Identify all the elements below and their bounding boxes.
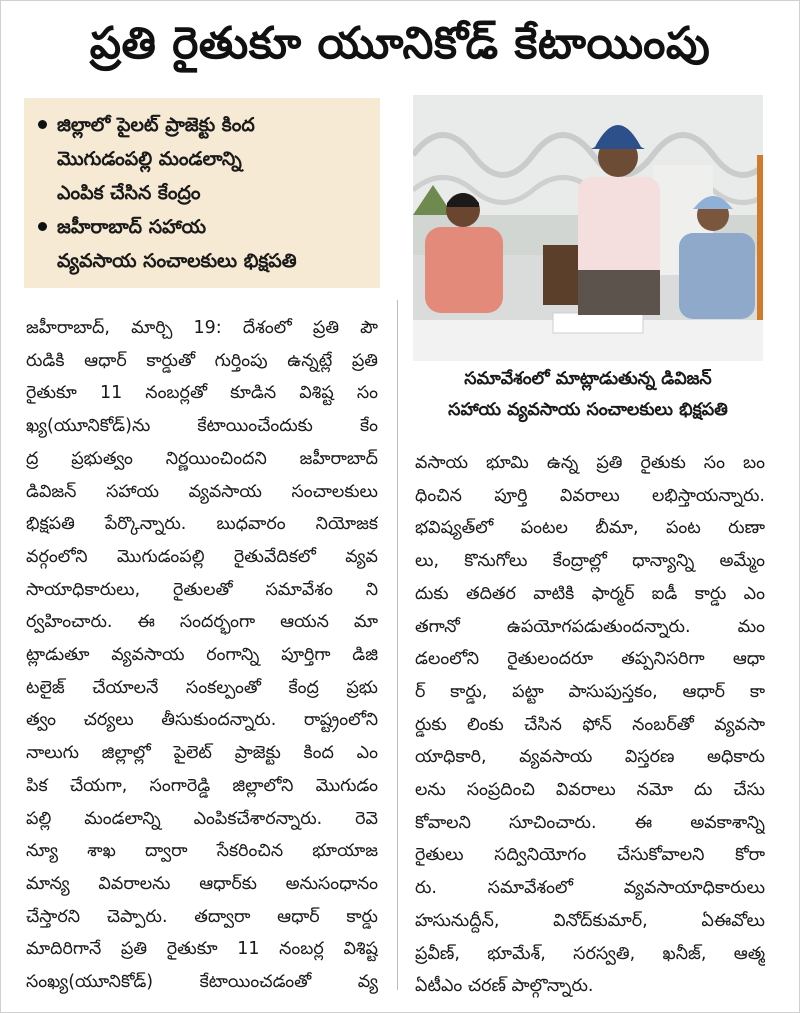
news-photo [413, 95, 763, 361]
body-line: ప్రవీణ్, భూమేశ్, సరస్వతి, ఖనీజ్, ఆత్మ [415, 943, 765, 964]
body-line: పిక చేయగా, సంగారెడ్డి జిల్లాలోని మొగుడం [26, 775, 378, 796]
body-line: హసునుద్దీన్, వినోద్‌కుమార్, ఏఈవోలు [415, 910, 765, 931]
headline: ప్రతి రైతుకూ యూనికోడ్ కేటాయింపు [89, 18, 711, 69]
body-line: జహీరాబాద్, మార్చి 19: దేశంలో ప్రతి పౌ [26, 318, 378, 338]
body-line: నాలుగు జిల్లాల్లో పైలెట్ ప్రాజెక్టు కింద ఎం [26, 743, 378, 764]
body-line: ర్వహించారు. ఈ సందర్భంగా ఆయన మా [26, 612, 378, 633]
body-line: డివిజన్ సహాయ వ్యవసాయ సంచాలకులు [26, 481, 378, 502]
body-line: పల్లి మండలాన్ని ఎంపికచేశారన్నారు. రెవె [26, 808, 378, 829]
highlights-box [24, 98, 380, 288]
body-line: డలంలోని రైతులందరూ తప్పనిసరిగా ఆధా [415, 649, 765, 670]
body-line: ధించిన పూర్తి వివరాలు లభిస్తాయన్నారు. [415, 485, 765, 506]
body-line: సాయాధికారులు, రైతులతో సమావేశం ని [26, 579, 378, 600]
caption-line: సహాయ వ్యవసాయ సంచాలకులు భిక్షపతి [448, 400, 728, 420]
photo-illustration [413, 95, 763, 361]
highlight-text [57, 210, 370, 278]
body-line: రైతుకూ 11 నంబర్లతో కూడిన విశిష్ట సం [26, 383, 378, 404]
body-line: వర్గంలోని మొగుడంపల్లి రైతువేదికలో వ్యవ [26, 546, 378, 567]
body-line: టలైజ్ చేయాలనే సంకల్పంతో కేంద్ర ప్రభు [26, 677, 378, 698]
body-line: తగానో ఉపయోగపడుతుందన్నారు. మం [415, 616, 765, 637]
body-line: కోవాలని సూచించారు. ఈ అవకాశాన్ని [415, 812, 765, 833]
highlight-line: జిల్లాలో పైలట్ ప్రాజెక్టు కింద [57, 114, 255, 136]
body-line: ట్లాడుతూ వ్యవసాయ రంగాన్ని పూర్తిగా డిజి [26, 645, 378, 666]
body-line: లను సంప్రదించి వివరాలు నమో దు చేసు [415, 780, 765, 801]
body-line: ర్ కార్డు, పట్టా పాసుపుస్తకం, ఆధార్ కా [415, 681, 765, 702]
body-line: మాన్య వివరాలను ఆధార్‌కు అనుసంధానం [26, 873, 378, 894]
body-line: సంఖ్య(యూనికోడ్) కేటాయించడంతో వ్య [26, 972, 378, 993]
body-line: రుడికి ఆధార్ కార్డుతో గుర్తింపు ఉన్నట్లే ప్రతి [26, 350, 378, 371]
caption-line: సమావేశంలో మాట్లాడుతున్న డివిజన్ [464, 369, 712, 389]
highlight-item [36, 108, 370, 210]
column-divider [397, 300, 398, 990]
body-line: రైతులు సద్వినియోగం చేసుకోవాలని కోరా [415, 845, 765, 866]
highlight-line: వ్యవసాయ సంచాలకులు భిక్షపతి [57, 250, 297, 272]
highlight-line: మొగుడంపల్లి మండలాన్ని [57, 148, 242, 170]
body-line: ఖ్య(యూనికోడ్)ను కేటాయించేందుకు కేం [26, 416, 378, 437]
body-line: భవిష్యత్‌లో పంటల బీమా, పంట రుణా [415, 518, 765, 539]
article-body-left [26, 312, 378, 999]
body-line: మాదిరిగానే ప్రతి రైతుకూ 11 నంబర్ల విశిష్ట [26, 939, 378, 960]
body-line: త్వం చర్యలు తీసుకుందన్నారు. రాష్ట్రంలోని [26, 710, 378, 731]
body-line: దుకు తదితర వాటికి ఫార్మర్ ఐడీ కార్డు ఎం [415, 583, 765, 604]
bullet-icon [38, 222, 47, 231]
photo-caption [413, 364, 763, 436]
bullet-icon [38, 120, 47, 129]
article-body-right [415, 447, 765, 1003]
highlight-text [57, 108, 370, 210]
body-line: వసాయ భూమి ఉన్న ప్రతి రైతుకు సం బం [415, 453, 765, 473]
body-line: న్యూ శాఖ ద్వారా సేకరించిన భూయాజ [26, 841, 378, 862]
highlight-line: ఎంపిక చేసిన కేంద్రం [57, 182, 201, 204]
body-line: రు. సమావేశంలో వ్యవసాయాధికారులు [415, 878, 765, 899]
body-line: ర్డుకు లింకు చేసిన ఫోన్ నంబర్‌తో వ్యవసా [415, 714, 765, 735]
body-line: లు, కొనుగోలు కేంద్రాల్లో ధాన్యాన్ని అమ్మేం [415, 551, 765, 572]
body-line: చేస్తారని చెప్పారు. తద్వారా ఆధార్ కార్డు [26, 906, 378, 927]
highlight-item [36, 210, 370, 278]
body-line: భిక్షపతి పేర్కొన్నారు. బుధవారం నియోజక [26, 514, 378, 535]
highlight-line: జహీరాబాద్ సహాయ [57, 216, 207, 238]
body-line: యాధికారి, వ్యవసాయ విస్తరణ అధికారు [415, 747, 765, 768]
body-line: ద్ర ప్రభుత్వం నిర్ణయించిందని జహీరాబాద్ [26, 448, 378, 469]
body-line: ఏటీఎం చరణ్ పాల్గొన్నారు. [415, 976, 594, 997]
